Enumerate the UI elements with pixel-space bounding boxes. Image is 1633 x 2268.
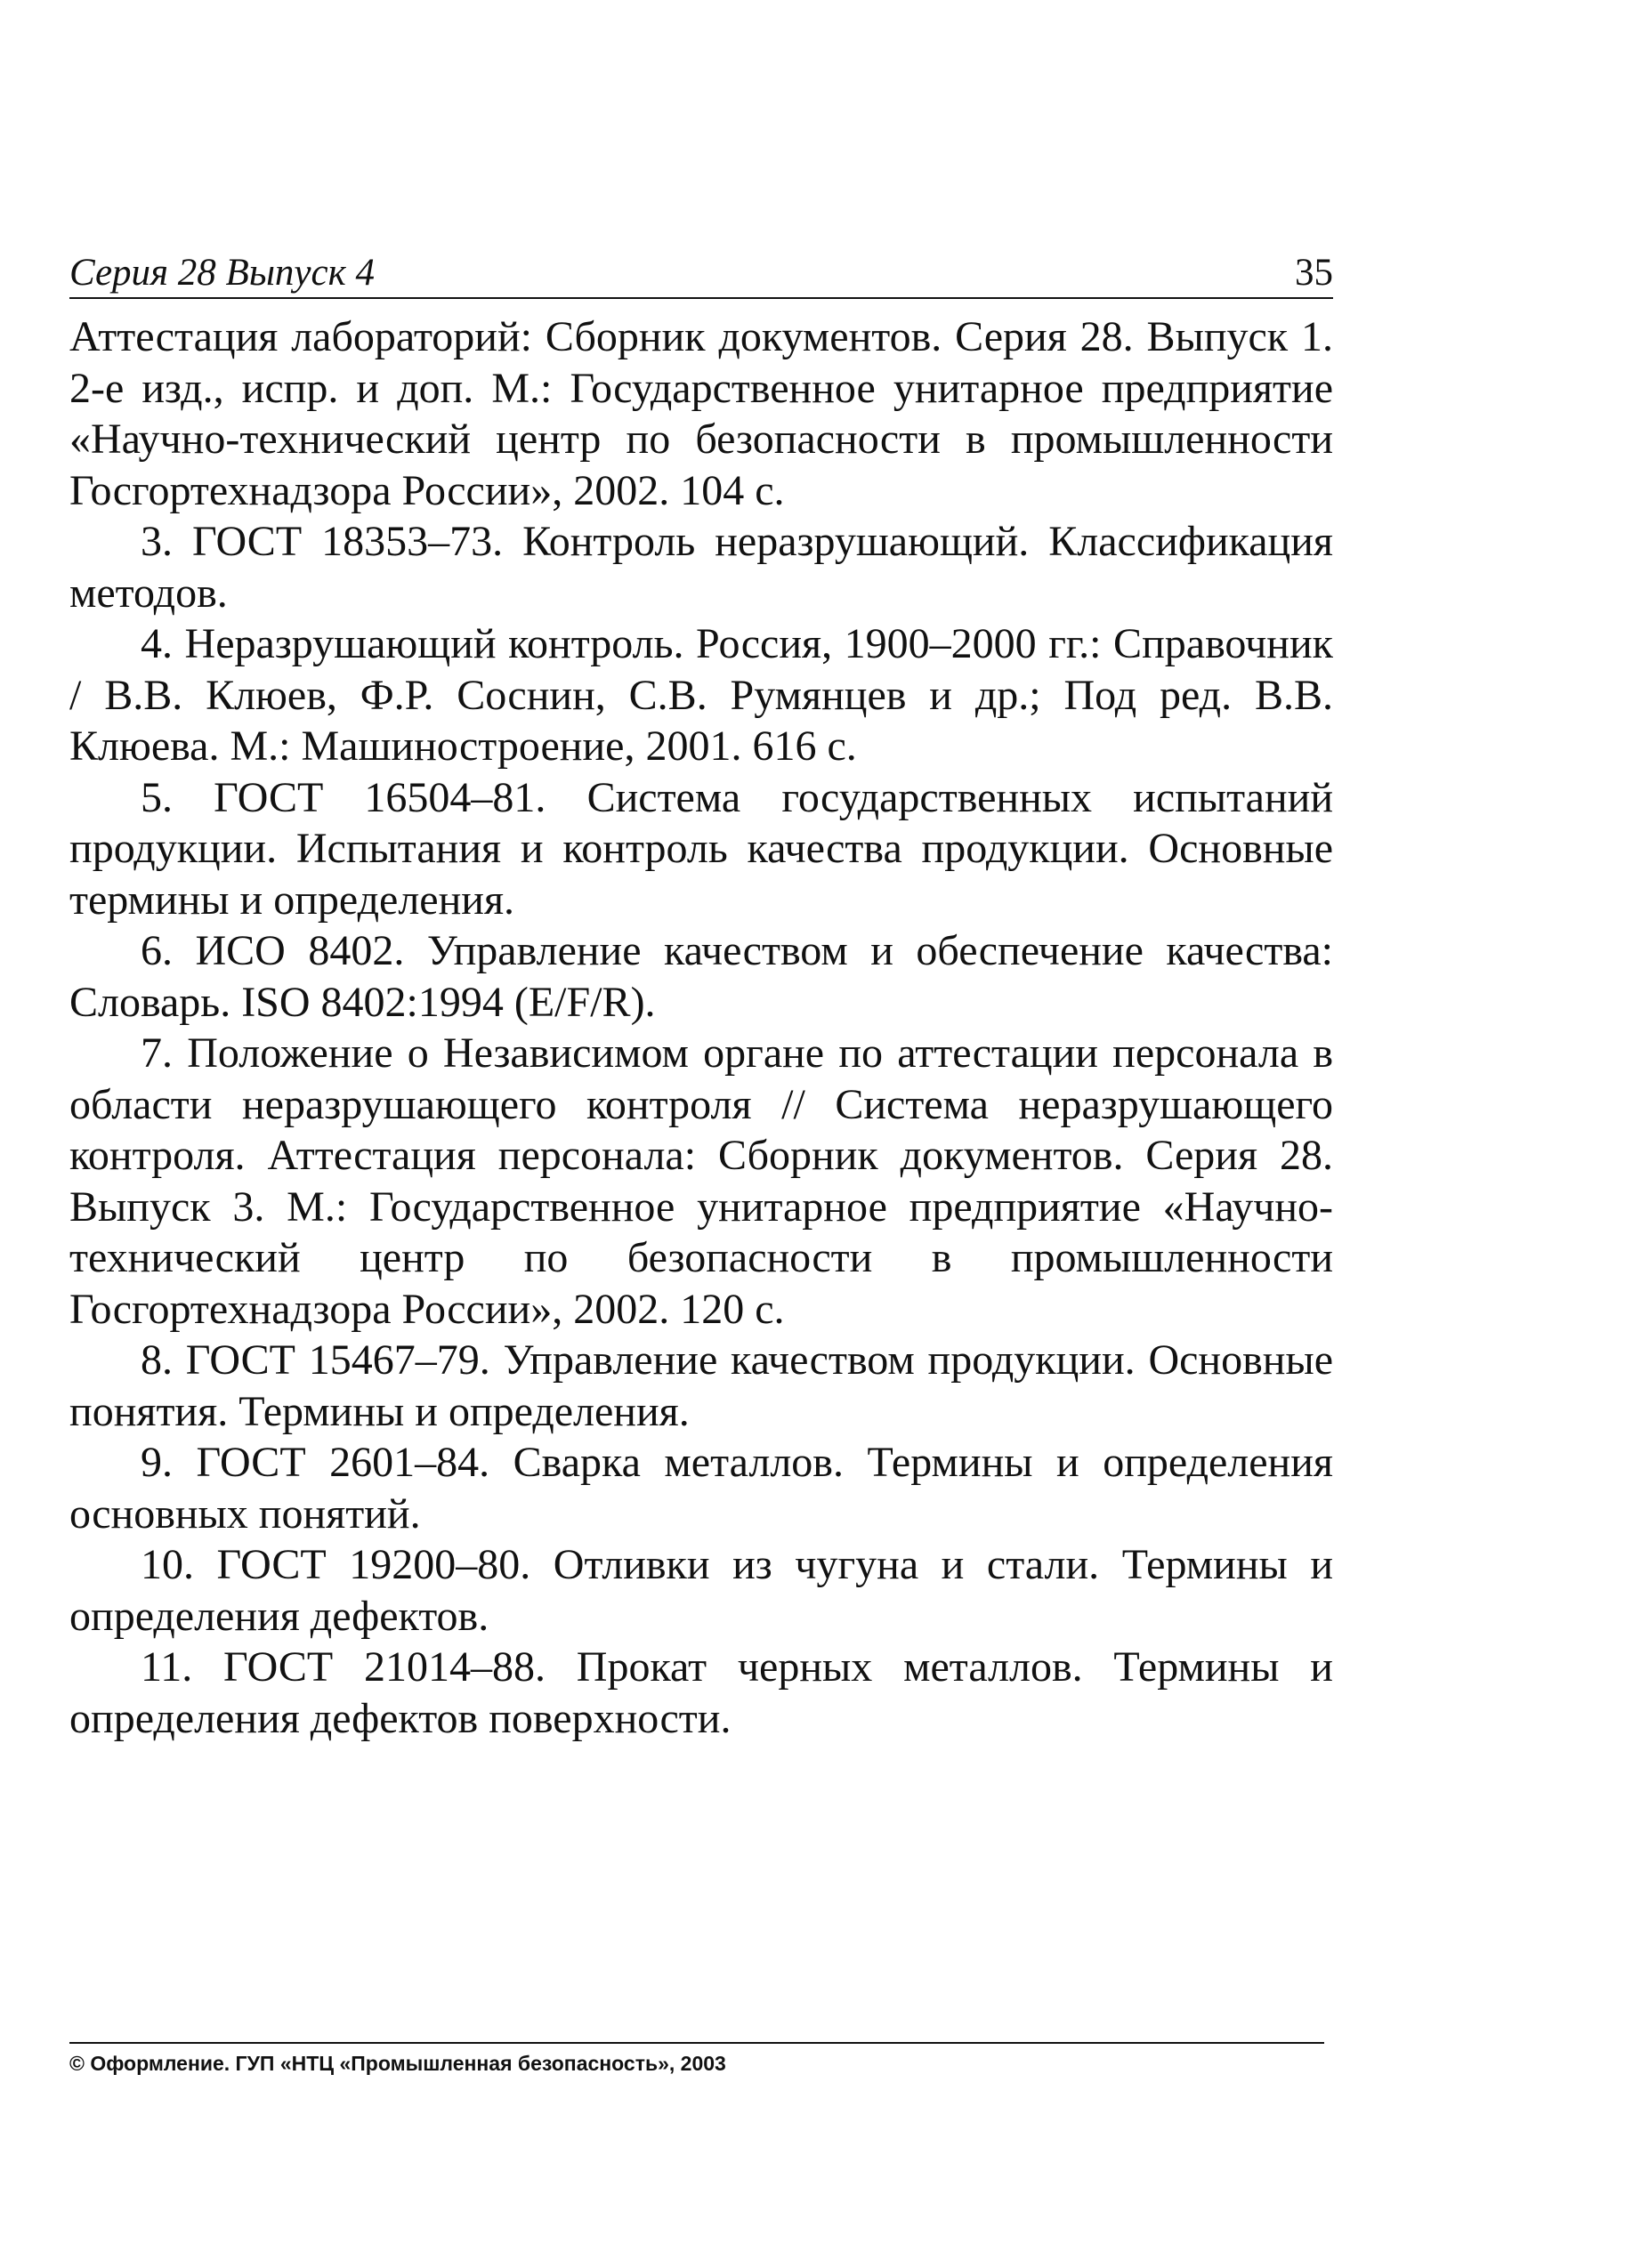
footer-copyright: © Оформление. ГУП «НТЦ «Промышленная безопасность», 2003 [69,2052,726,2075]
running-head-series: Серия 28 Выпуск 4 [69,252,375,294]
reference-item-11: 11. ГОСТ 21014–88. Прокат черных металлов. Термины и определения дефектов поверхности. [69,1643,1333,1742]
reference-item-8: 8. ГОСТ 15467–79. Управление качеством продукции. Основные понятия. Термины и определения. [69,1336,1333,1435]
page-header [69,246,1333,299]
bibliography-list [69,311,1333,1744]
reference-item-6: 6. ИСО 8402. Управление качеством и обеспечение качества: Словарь. ISO 8402:1994 (E/F/R). [69,927,1333,1026]
reference-item-9: 9. ГОСТ 2601–84. Сварка металлов. Термины и определения основных понятий. [69,1439,1333,1538]
page-number: 35 [1295,252,1333,294]
reference-item-4: 4. Неразрушающий контроль. Россия, 1900–2000 гг.: Справочник / В.В. Клюев, Ф.Р. Соснин, С.В. Румянцев и др.; Под ред. В.В. Клюева. М.: Машиностроение, 2001. 616 с. [69,620,1333,770]
reference-item-10: 10. ГОСТ 19200–80. Отливки из чугуна и стали. Термины и определения дефектов. [69,1541,1333,1640]
reference-item-7: 7. Положение о Независимом органе по аттестации персонала в области неразрушающего контроля // Система неразрушающего контроля. Аттестация персонала: Сборник документов. Серия 28. Выпуск 3. М.: Государственное унитарное предприятие «Научно-технический центр по безопасности в промышленности Госгортехнадзора России», 2002. 120 с. [69,1029,1333,1333]
reference-item-3: 3. ГОСТ 18353–73. Контроль неразрушающий. Классификация методов. [69,518,1333,617]
reference-continuation: Аттестация лабораторий: Сборник документов. Серия 28. Выпуск 1. 2-е изд., испр. и доп. М.: Государственное унитарное предприятие «Научно-технический центр по безопасности в промышленности Госгортехнадзора России», 2002. 104 с. [69,313,1333,514]
footer-divider [69,2042,1324,2044]
reference-item-5: 5. ГОСТ 16504–81. Система государственных испытаний продукции. Испытания и контроль качества продукции. Основные термины и определения. [69,773,1333,924]
